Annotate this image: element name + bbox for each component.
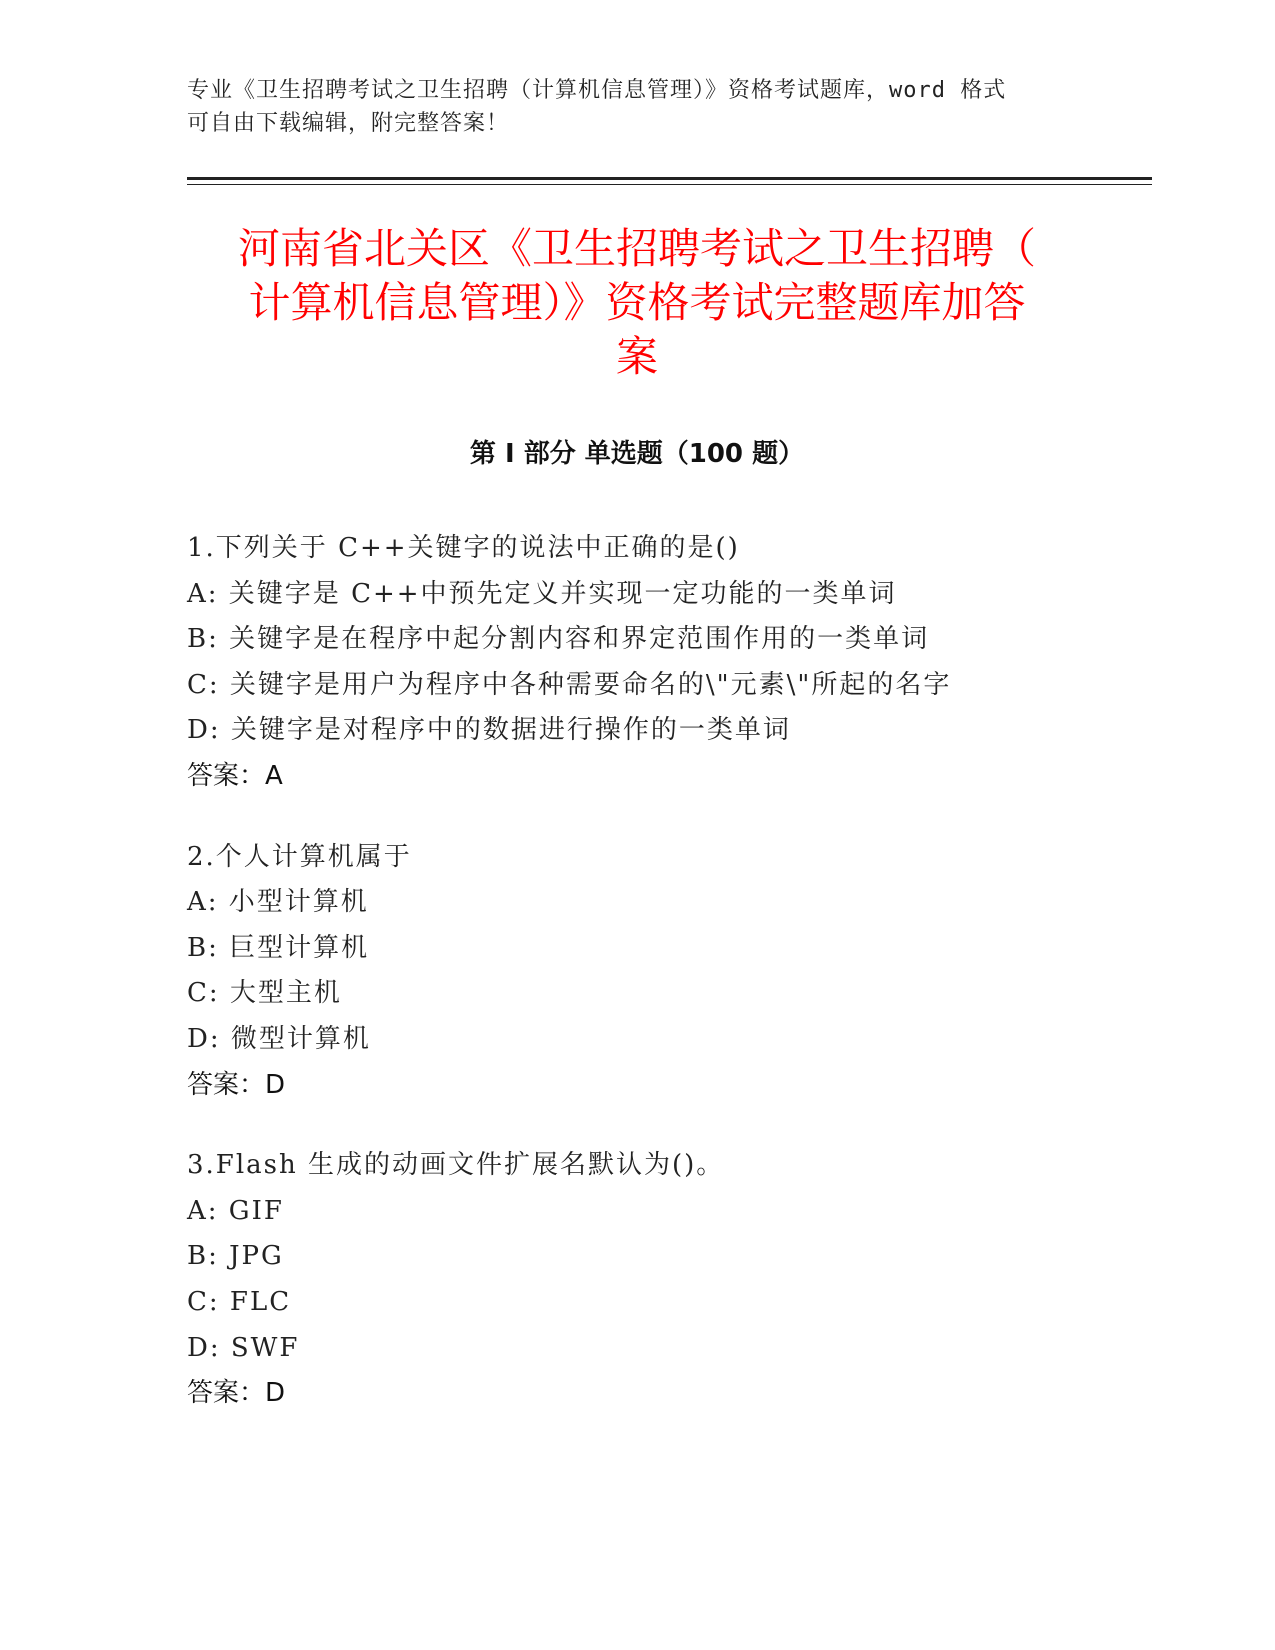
answer: 答案：D xyxy=(187,1069,286,1100)
option-b: B: 巨型计算机 xyxy=(187,932,370,963)
question-stem: 1.下列关于 C++关键字的说法中正确的是() xyxy=(187,533,740,563)
question-1 xyxy=(187,526,1147,800)
option-d: D: SWF xyxy=(187,1332,300,1363)
header-rule-thick xyxy=(187,177,1152,180)
option-a: A: 小型计算机 xyxy=(187,887,369,918)
answer: 答案：D xyxy=(187,1378,286,1409)
option-b: B: JPG xyxy=(187,1241,284,1272)
option-b: B: 关键字是在程序中起分割内容和界定范围作用的一类单词 xyxy=(187,624,930,655)
question-2 xyxy=(187,835,1147,1109)
title-line-2: 计算机信息管理）》资格考试完整题库加答 xyxy=(248,278,1026,327)
answer: 答案：A xyxy=(187,760,283,791)
option-c: C: 关键字是用户为程序中各种需要命名的\"元素\"所起的名字 xyxy=(187,669,952,700)
header-rule-thin xyxy=(187,184,1152,185)
question-3 xyxy=(187,1143,1147,1417)
section-heading: 第 I 部分 单选题（100 题） xyxy=(469,439,805,469)
title-line-3: 案 xyxy=(615,332,658,381)
title-line-1: 河南省北关区《卫生招聘考试之卫生招聘（ xyxy=(237,224,1036,273)
header-note-line-2: 可自由下载编辑，附完整答案！ xyxy=(187,111,510,136)
option-d: D: 微型计算机 xyxy=(187,1023,371,1054)
question-stem: 3.Flash 生成的动画文件扩展名默认为()。 xyxy=(187,1150,725,1181)
option-c: C: FLC xyxy=(187,1286,292,1317)
document-title xyxy=(187,222,1087,384)
question-list xyxy=(187,526,1147,1452)
question-stem: 2.个人计算机属于 xyxy=(187,841,412,872)
option-a: A: 关键字是 C++中预先定义并实现一定功能的一类单词 xyxy=(187,578,897,609)
header-note xyxy=(187,74,1087,140)
option-d: D: 关键字是对程序中的数据进行操作的一类单词 xyxy=(187,715,791,746)
header-note-line-1: 专业《卫生招聘考试之卫生招聘（计算机信息管理）》资格考试题库，word 格式 xyxy=(187,78,1007,103)
option-a: A: GIF xyxy=(187,1195,284,1226)
option-c: C: 大型主机 xyxy=(187,978,342,1009)
